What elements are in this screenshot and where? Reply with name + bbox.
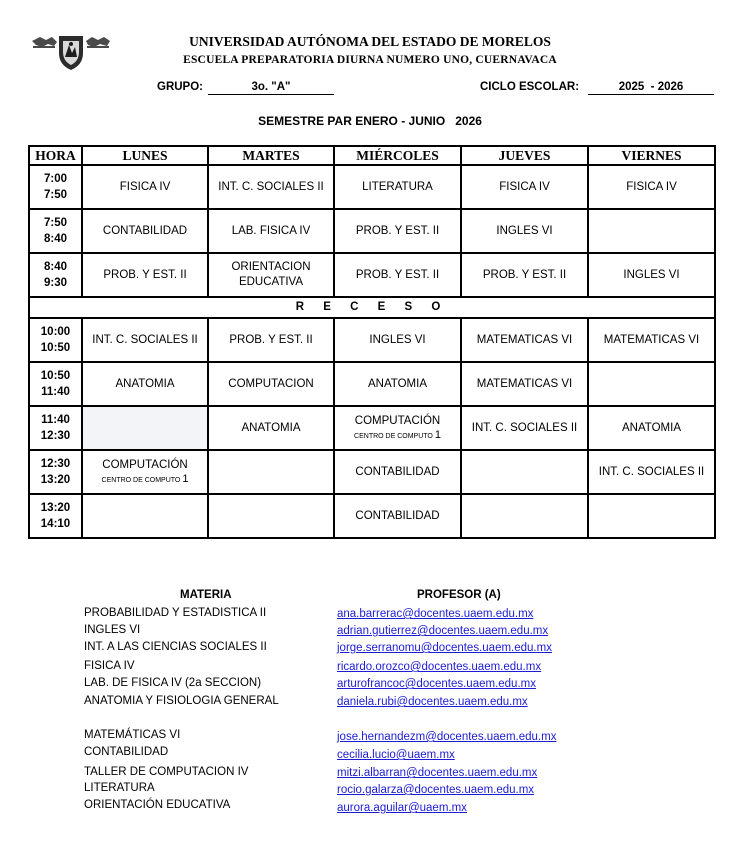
class-cell xyxy=(208,450,334,494)
end-time: 7:50 xyxy=(43,189,68,201)
start-time: 10:00 xyxy=(40,326,71,338)
end-time: 8:40 xyxy=(43,233,68,245)
teacher-email-link[interactable]: jorge.serranomu@docentes.uaem.edu.mx xyxy=(337,642,552,654)
lab-location-text: CENTRO DE COMPUTO xyxy=(101,477,181,484)
class-cell: ANATOMIA xyxy=(588,406,715,450)
start-time: 12:30 xyxy=(40,458,71,470)
class-cell: ANATOMIA xyxy=(82,362,208,406)
recess-label: R E C E S O xyxy=(29,297,715,318)
recess-row xyxy=(29,297,715,318)
header-friday: VIERNES xyxy=(588,146,715,165)
class-cell xyxy=(82,450,208,494)
time-slot xyxy=(29,209,82,253)
class-cell: INGLES VI xyxy=(461,209,588,253)
table-row xyxy=(29,494,715,538)
table-row xyxy=(29,450,715,494)
subjects-column-header: MATERIA xyxy=(180,589,232,601)
table-row xyxy=(29,318,715,362)
start-time: 8:40 xyxy=(43,261,68,273)
teacher-email-link[interactable]: daniela.rubi@docentes.uaem.edu.mx xyxy=(337,696,528,708)
class-cell: FISICA IV xyxy=(82,165,208,209)
class-cell: PROB. Y EST. II xyxy=(82,253,208,297)
class-cell xyxy=(588,494,715,538)
class-cell: INGLES VI xyxy=(588,253,715,297)
subject-name: MATEMÁTICAS VI xyxy=(84,729,181,741)
class-cell: PROB. Y EST. II xyxy=(334,253,461,297)
class-cell xyxy=(588,362,715,406)
end-time: 13:20 xyxy=(40,474,71,486)
class-cell xyxy=(82,494,208,538)
teacher-email-link[interactable]: adrian.gutierrez@docentes.uaem.edu.mx xyxy=(337,625,549,637)
subject-name: ANATOMIA Y FISIOLOGIA GENERAL xyxy=(84,695,279,707)
end-time: 14:10 xyxy=(40,518,71,530)
teacher-email-link[interactable]: ana.barrerac@docentes.uaem.edu.mx xyxy=(337,608,534,620)
university-name: UNIVERSIDAD AUTÓNOMA DEL ESTADO DE MORELOS xyxy=(189,34,551,49)
class-cell: MATEMATICAS VI xyxy=(588,318,715,362)
header-wednesday: MIÉRCOLES xyxy=(334,146,461,165)
class-cell: ANATOMIA xyxy=(208,406,334,450)
start-time: 11:40 xyxy=(41,414,70,426)
time-slot xyxy=(29,165,82,209)
class-cell: PROB. Y EST. II xyxy=(461,253,588,297)
end-time: 9:30 xyxy=(43,277,68,289)
class-cell xyxy=(461,494,588,538)
class-cell: CONTABILIDAD xyxy=(334,494,461,538)
start-time: 7:50 xyxy=(43,217,68,229)
time-slot xyxy=(29,253,82,297)
time-slot xyxy=(29,450,82,494)
header-tuesday: MARTES xyxy=(208,146,334,165)
lab-location-text: CENTRO DE COMPUTO xyxy=(354,433,433,440)
class-cell: INGLES VI xyxy=(334,318,461,362)
group-label: GRUPO: xyxy=(157,81,203,93)
header-monday: LUNES xyxy=(82,146,208,165)
subject-name: LITERATURA xyxy=(84,782,155,794)
end-time: 12:30 xyxy=(40,430,71,442)
lab-number: 1 xyxy=(182,473,189,485)
teacher-email-link[interactable]: jose.hernandezm@docentes.uaem.edu.mx xyxy=(337,731,557,743)
semester-title: SEMESTRE PAR ENERO - JUNIO 2026 xyxy=(258,114,482,128)
class-cell: CONTABILIDAD xyxy=(334,450,461,494)
class-name: COMPUTACIÓN xyxy=(102,459,188,471)
table-row xyxy=(29,253,715,297)
teacher-email-link[interactable]: arturofrancoc@docentes.uaem.edu.mx xyxy=(337,678,536,690)
time-slot xyxy=(29,362,82,406)
class-cell: LITERATURA xyxy=(334,165,461,209)
class-cell: COMPUTACION xyxy=(208,362,334,406)
schedule-header-row xyxy=(29,146,715,165)
header-hour: HORA xyxy=(29,146,82,165)
class-cell: CONTABILIDAD xyxy=(82,209,208,253)
subject-name: LAB. DE FISICA IV (2a SECCION) xyxy=(84,677,262,689)
class-cell xyxy=(461,450,588,494)
class-cell: FISICA IV xyxy=(461,165,588,209)
lab-location xyxy=(83,474,207,486)
class-cell: INT. C. SOCIALES II xyxy=(82,318,208,362)
table-row xyxy=(29,406,715,450)
class-cell: LAB. FISICA IV xyxy=(208,209,334,253)
class-cell: FISICA IV xyxy=(588,165,715,209)
start-time: 7:00 xyxy=(43,173,68,185)
subject-name: CONTABILIDAD xyxy=(84,746,169,758)
class-cell: PROB. Y EST. II xyxy=(208,318,334,362)
class-cell xyxy=(588,209,715,253)
class-cell xyxy=(208,494,334,538)
class-cell: PROB. Y EST. II xyxy=(334,209,461,253)
class-cell: ANATOMIA xyxy=(334,362,461,406)
group-value: 3o. "A" xyxy=(208,81,334,95)
time-slot xyxy=(29,406,82,450)
header-thursday: JUEVES xyxy=(461,146,588,165)
class-cell: ORIENTACION EDUCATIVA xyxy=(208,253,334,297)
class-cell xyxy=(82,406,208,450)
teacher-email-link[interactable]: rocio.galarza@docentes.uaem.edu.mx xyxy=(337,784,535,796)
lab-number: 1 xyxy=(434,429,441,441)
class-cell xyxy=(334,406,461,450)
subject-name: PROBABILIDAD Y ESTADISTICA II xyxy=(84,607,267,619)
teachers-column-header: PROFESOR (A) xyxy=(417,589,501,601)
teacher-email-link[interactable]: aurora.aguilar@uaem.mx xyxy=(337,802,467,814)
subject-name: TALLER DE COMPUTACION IV xyxy=(84,766,249,778)
teacher-email-link[interactable]: mitzi.albarran@docentes.uaem.edu.mx xyxy=(337,767,538,779)
subject-name: INT. A LAS CIENCIAS SOCIALES II xyxy=(84,641,267,653)
school-name: ESCUELA PREPARATORIA DIURNA NUMERO UNO, CUERNAVACA xyxy=(183,54,557,66)
time-slot xyxy=(29,494,82,538)
class-name: COMPUTACIÓN xyxy=(354,415,441,427)
end-time: 10:50 xyxy=(40,342,71,354)
teacher-email-link[interactable]: cecilia.lucio@uaem.mx xyxy=(337,749,455,761)
subject-name: INGLES VI xyxy=(84,624,141,636)
school-year-label: CICLO ESCOLAR: xyxy=(480,81,580,93)
start-time: 13:20 xyxy=(40,502,71,514)
lab-location xyxy=(335,430,460,442)
class-cell: MATEMATICAS VI xyxy=(461,318,588,362)
subject-name: ORIENTACIÓN EDUCATIVA xyxy=(84,799,231,811)
table-row xyxy=(29,165,715,209)
schedule-table xyxy=(28,145,716,539)
class-cell: MATEMATICAS VI xyxy=(461,362,588,406)
table-row xyxy=(29,362,715,406)
uaem-logo xyxy=(30,33,112,71)
end-time: 11:40 xyxy=(41,386,70,398)
start-time: 10:50 xyxy=(40,370,71,382)
teacher-email-link[interactable]: ricardo.orozco@docentes.uaem.edu.mx xyxy=(337,661,542,673)
table-row xyxy=(29,209,715,253)
subject-name: FISICA IV xyxy=(84,660,135,672)
class-cell: INT. C. SOCIALES II xyxy=(588,450,715,494)
school-year-value: 2025 - 2026 xyxy=(588,81,714,95)
class-cell: INT. C. SOCIALES II xyxy=(208,165,334,209)
class-cell: INT. C. SOCIALES II xyxy=(461,406,588,450)
time-slot xyxy=(29,318,82,362)
